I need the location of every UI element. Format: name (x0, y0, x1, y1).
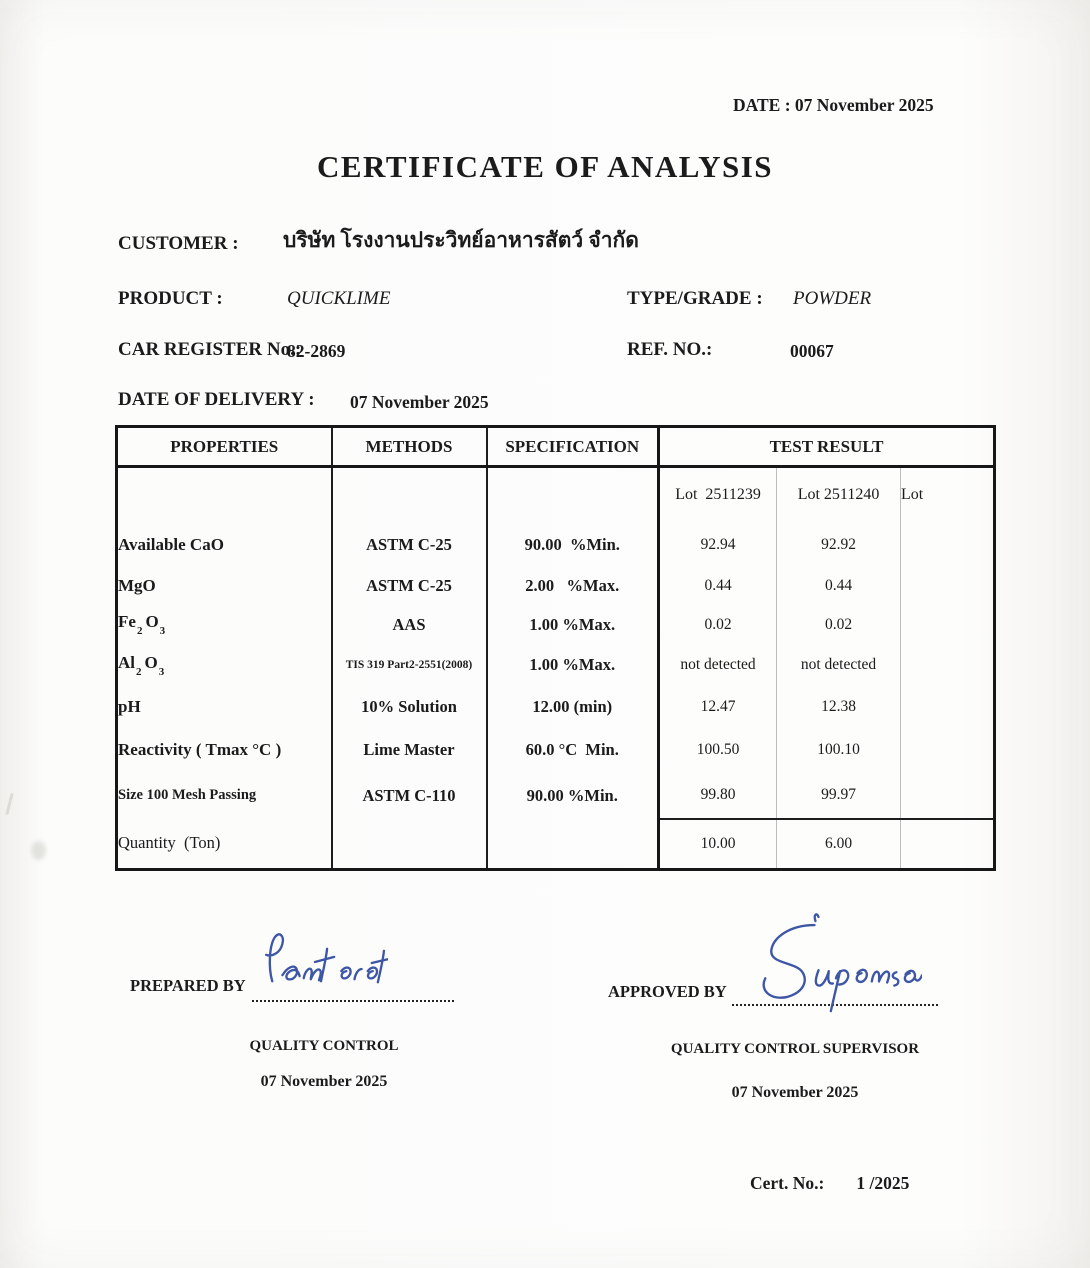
result-cell: 12.47 (659, 686, 777, 728)
table-row (117, 645, 995, 686)
result-cell: 12.38 (777, 686, 901, 728)
delivery-date-value: 07 November 2025 (350, 392, 489, 412)
result-cell: 92.92 (777, 523, 901, 567)
result-cell: 99.97 (777, 773, 901, 819)
car-register-label: CAR REGISTER No.: (118, 339, 302, 360)
property-cell: Quantity (Ton) (117, 819, 332, 870)
type-grade-value: POWDER (793, 288, 872, 309)
method-cell: ASTM C-25 (332, 567, 487, 605)
result-cell: 6.00 (777, 819, 901, 870)
result-cell (901, 686, 995, 728)
spec-cell: 12.00 (min) (487, 686, 659, 728)
result-cell (901, 728, 995, 773)
result-cell: 100.10 (777, 728, 901, 773)
prepared-role: QUALITY CONTROL (249, 1038, 399, 1054)
approved-date: 07 November 2025 (731, 1084, 859, 1101)
table-row (117, 728, 995, 773)
spec-cell: 60.0 °C Min. (487, 728, 659, 773)
lot3-label: Lot (901, 486, 924, 504)
result-cell: 100.50 (659, 728, 777, 773)
result-cell (901, 523, 995, 567)
property-cell-formula (117, 645, 332, 686)
property-cell: MgO (117, 567, 332, 605)
spec-cell (487, 819, 659, 870)
scan-artifact (5, 793, 13, 815)
cert-no-line (750, 1173, 909, 1194)
method-cell: TIS 319 Part2-2551(2008) (332, 645, 487, 686)
analysis-table (115, 425, 996, 871)
formula-subscript: 3 (159, 625, 166, 637)
table-row (117, 686, 995, 728)
spec-cell: 1.00 %Max. (487, 605, 659, 645)
property-cell: pH (117, 686, 332, 728)
result-cell: 92.94 (659, 523, 777, 567)
result-cell (901, 773, 995, 819)
method-cell: 10% Solution (332, 686, 487, 728)
properties-header: PROPERTIES (117, 427, 332, 467)
ref-no-value: 00067 (790, 341, 834, 361)
document-title: CERTIFICATE OF ANALYSIS (316, 149, 774, 184)
formula-base: Fe (118, 612, 136, 631)
date-value: 07 November 2025 (794, 95, 934, 115)
date-label: DATE : (733, 95, 795, 115)
delivery-date-label: DATE OF DELIVERY : (118, 389, 315, 410)
formula-subscript: 2 (136, 625, 143, 637)
result-cell: not detected (777, 645, 901, 686)
methods-header: METHODS (332, 427, 487, 467)
cert-no-value: 1 /2025 (856, 1173, 910, 1193)
result-cell (901, 605, 995, 645)
table-row (117, 773, 995, 819)
result-cell: 99.80 (659, 773, 777, 819)
result-cell: 10.00 (659, 819, 777, 870)
lot1-label: Lot 2511239 (659, 467, 777, 523)
car-register-value: 82-2869 (287, 341, 346, 361)
empty-cell (117, 467, 332, 523)
result-cell (901, 567, 995, 605)
quantity-row (117, 819, 995, 870)
method-cell: AAS (332, 605, 487, 645)
date-line (733, 95, 934, 116)
result-cell: 0.44 (777, 567, 901, 605)
formula-subscript: 3 (158, 665, 165, 678)
property-cell: Reactivity ( Tmax °C ) (117, 728, 332, 773)
result-cell: 0.02 (777, 605, 901, 645)
formula-base: O (145, 612, 159, 631)
result-cell: 0.02 (659, 605, 777, 645)
formula-base: Al (118, 652, 135, 672)
result-cell (901, 645, 995, 686)
prepared-signature (256, 926, 388, 1000)
approved-by-label: APPROVED BY (608, 982, 727, 1001)
method-cell: ASTM C-110 (332, 773, 487, 819)
formula-subscript: 2 (136, 665, 142, 678)
type-grade-label: TYPE/GRADE : (627, 288, 763, 309)
product-value: QUICKLIME (287, 288, 391, 309)
test-result-header: TEST RESULT (659, 427, 995, 467)
product-label: PRODUCT : (118, 288, 223, 309)
signature-ink-stroke (266, 934, 388, 982)
spec-cell: 90.00 %Min. (487, 773, 659, 819)
result-cell (901, 819, 995, 870)
property-cell: Available CaO (117, 523, 332, 567)
approved-role: QUALITY CONTROL SUPERVISOR (670, 1041, 920, 1057)
approved-signature (712, 910, 922, 1016)
lot2-label: Lot 2511240 (777, 467, 901, 523)
cert-no-label: Cert. No.: (750, 1173, 825, 1193)
ref-no-label: REF. NO.: (627, 339, 713, 360)
prepared-by-label: PREPARED BY (130, 976, 246, 995)
spec-cell: 90.00 %Min. (487, 523, 659, 567)
property-cell: Size 100 Mesh Passing (117, 773, 332, 819)
customer-value: บริษัท โรงงานประวิทย์อาหารสัตว์ จำกัด (283, 228, 639, 252)
spec-cell: 1.00 %Max. (487, 645, 659, 686)
scan-artifact (31, 841, 46, 860)
prepared-date: 07 November 2025 (260, 1073, 388, 1090)
formula-base: O (144, 652, 158, 672)
result-cell: 0.44 (659, 567, 777, 605)
signature-ink-stroke (764, 914, 922, 1011)
table-header-row (117, 427, 995, 467)
method-cell: Lime Master (332, 728, 487, 773)
customer-label: CUSTOMER : (118, 233, 239, 254)
table-row (117, 567, 995, 605)
property-cell-formula (117, 605, 332, 645)
method-cell: ASTM C-25 (332, 523, 487, 567)
specification-header: SPECIFICATION (487, 427, 659, 467)
result-cell: not detected (659, 645, 777, 686)
empty-cell (332, 467, 487, 523)
method-cell (332, 819, 487, 870)
empty-cell (487, 467, 659, 523)
table-row (117, 523, 995, 567)
table-row (117, 605, 995, 645)
spec-cell: 2.00 %Max. (487, 567, 659, 605)
lot-row (117, 467, 995, 523)
